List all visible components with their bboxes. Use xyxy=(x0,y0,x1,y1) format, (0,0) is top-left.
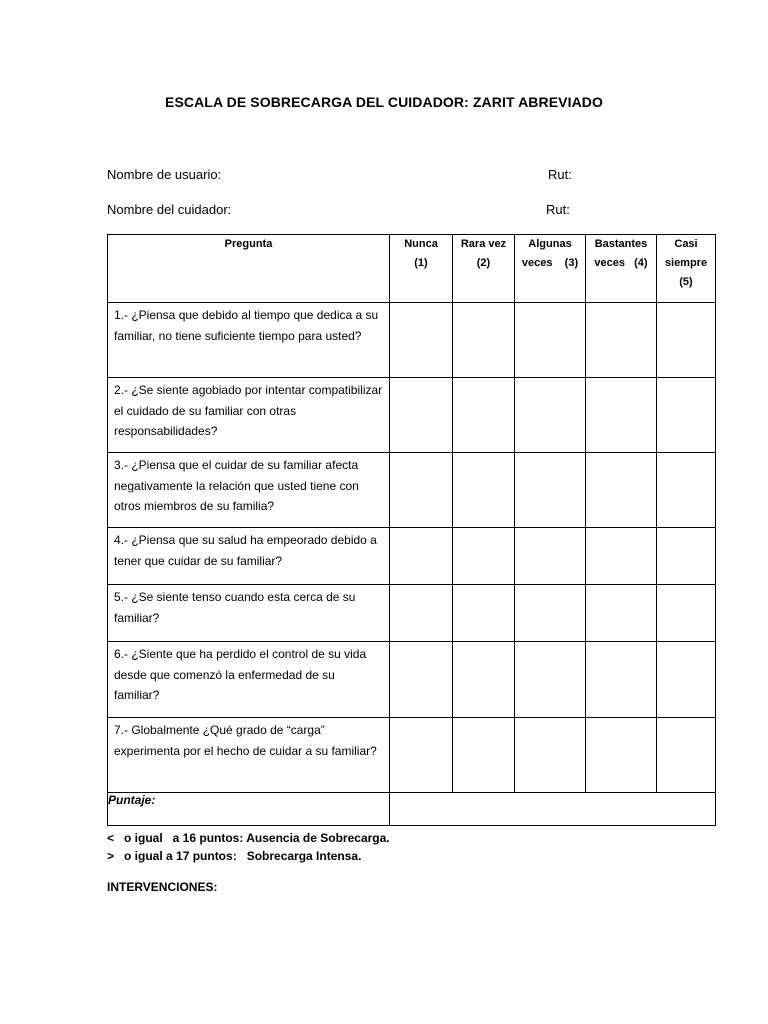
answer-cell[interactable] xyxy=(453,585,515,642)
answer-cell[interactable] xyxy=(515,718,586,793)
answer-cell[interactable] xyxy=(586,528,657,585)
interventions-label: INTERVENCIONES: xyxy=(107,880,218,894)
answer-cell[interactable] xyxy=(515,303,586,378)
answer-cell[interactable] xyxy=(586,303,657,378)
table-row xyxy=(108,528,716,585)
answer-cell[interactable] xyxy=(586,585,657,642)
legend-intense-overload: > o igual a 17 puntos: Sobrecarga Intensa. xyxy=(107,849,362,863)
answer-cell[interactable] xyxy=(586,378,657,453)
header-rara-vez xyxy=(453,235,515,303)
header-bastantes-veces xyxy=(586,235,657,303)
header-algunas-value: veces (3) xyxy=(521,257,579,269)
score-row xyxy=(108,793,716,826)
header-question: Pregunta xyxy=(108,235,390,303)
answer-cell[interactable] xyxy=(515,453,586,528)
answer-cell[interactable] xyxy=(515,642,586,718)
question-text: 7.- Globalmente ¿Qué grado de “carga” experimenta por el hecho de cuidar a su familiar? xyxy=(108,718,390,793)
header-casi-value: (5) xyxy=(679,276,693,288)
user-rut-label: Rut: xyxy=(548,167,572,182)
header-nunca xyxy=(390,235,453,303)
answer-cell[interactable] xyxy=(453,378,515,453)
table-row xyxy=(108,453,716,528)
table-row xyxy=(108,378,716,453)
answer-cell[interactable] xyxy=(657,303,716,378)
header-bastantes-label: Bastantes xyxy=(594,238,648,250)
table-row xyxy=(108,642,716,718)
answer-cell[interactable] xyxy=(657,528,716,585)
answer-cell[interactable] xyxy=(453,453,515,528)
table-header-row xyxy=(108,235,716,303)
table-row xyxy=(108,303,716,378)
answer-cell[interactable] xyxy=(453,718,515,793)
question-text: 4.- ¿Piensa que su salud ha empeorado debido a tener que cuidar de su familiar? xyxy=(108,528,390,585)
header-nunca-value: (1) xyxy=(414,257,428,269)
answer-cell[interactable] xyxy=(657,718,716,793)
header-algunas-veces xyxy=(515,235,586,303)
answer-cell[interactable] xyxy=(390,303,453,378)
answer-cell[interactable] xyxy=(657,585,716,642)
zarit-scale-table xyxy=(107,234,716,826)
question-text: 3.- ¿Piensa que el cuidar de su familiar afecta negativamente la relación que usted tiene con otros miembros de su familia? xyxy=(108,453,390,528)
question-text: 5.- ¿Se siente tenso cuando esta cerca de su familiar? xyxy=(108,585,390,642)
answer-cell[interactable] xyxy=(515,378,586,453)
header-siempre-label: siempre xyxy=(664,257,708,269)
answer-cell[interactable] xyxy=(515,585,586,642)
legend-no-overload: < o igual a 16 puntos: Ausencia de Sobrecarga. xyxy=(107,831,390,845)
header-algunas-label: Algunas xyxy=(528,238,572,250)
answer-cell[interactable] xyxy=(586,453,657,528)
answer-cell[interactable] xyxy=(390,453,453,528)
answer-cell[interactable] xyxy=(515,528,586,585)
table-row xyxy=(108,718,716,793)
table-row xyxy=(108,585,716,642)
question-text: 1.- ¿Piensa que debido al tiempo que dedica a su familiar, no tiene suficiente tiempo para usted? xyxy=(108,303,390,378)
answer-cell[interactable] xyxy=(657,642,716,718)
header-rara-vez-label: Rara vez xyxy=(460,238,507,250)
answer-cell[interactable] xyxy=(390,718,453,793)
answer-cell[interactable] xyxy=(390,528,453,585)
caregiver-rut-label: Rut: xyxy=(546,202,570,217)
answer-cell[interactable] xyxy=(453,303,515,378)
answer-cell[interactable] xyxy=(586,718,657,793)
question-text: 6.- ¿Siente que ha perdido el control de su vida desde que comenzó la enfermedad de su familiar? xyxy=(108,642,390,718)
header-casi-label: Casi xyxy=(674,238,698,250)
answer-cell[interactable] xyxy=(586,642,657,718)
header-rara-vez-value: (2) xyxy=(476,257,491,269)
answer-cell[interactable] xyxy=(657,378,716,453)
answer-cell[interactable] xyxy=(390,378,453,453)
answer-cell[interactable] xyxy=(453,642,515,718)
answer-cell[interactable] xyxy=(453,528,515,585)
header-nunca-label: Nunca xyxy=(404,238,438,250)
header-bastantes-value: veces (4) xyxy=(594,257,648,269)
header-casi-siempre xyxy=(657,235,716,303)
caregiver-name-label: Nombre del cuidador: xyxy=(107,202,232,217)
score-cell[interactable] xyxy=(390,793,716,826)
question-text: 2.- ¿Se siente agobiado por intentar compatibilizar el cuidado de su familiar con otras responsabilidades? xyxy=(108,378,390,453)
answer-cell[interactable] xyxy=(390,642,453,718)
answer-cell[interactable] xyxy=(390,585,453,642)
user-name-label: Nombre de usuario: xyxy=(107,167,222,182)
score-label: Puntaje: xyxy=(108,793,390,826)
answer-cell[interactable] xyxy=(657,453,716,528)
document-title: ESCALA DE SOBRECARGA DEL CUIDADOR: ZARIT ABREVIADO xyxy=(165,94,603,110)
